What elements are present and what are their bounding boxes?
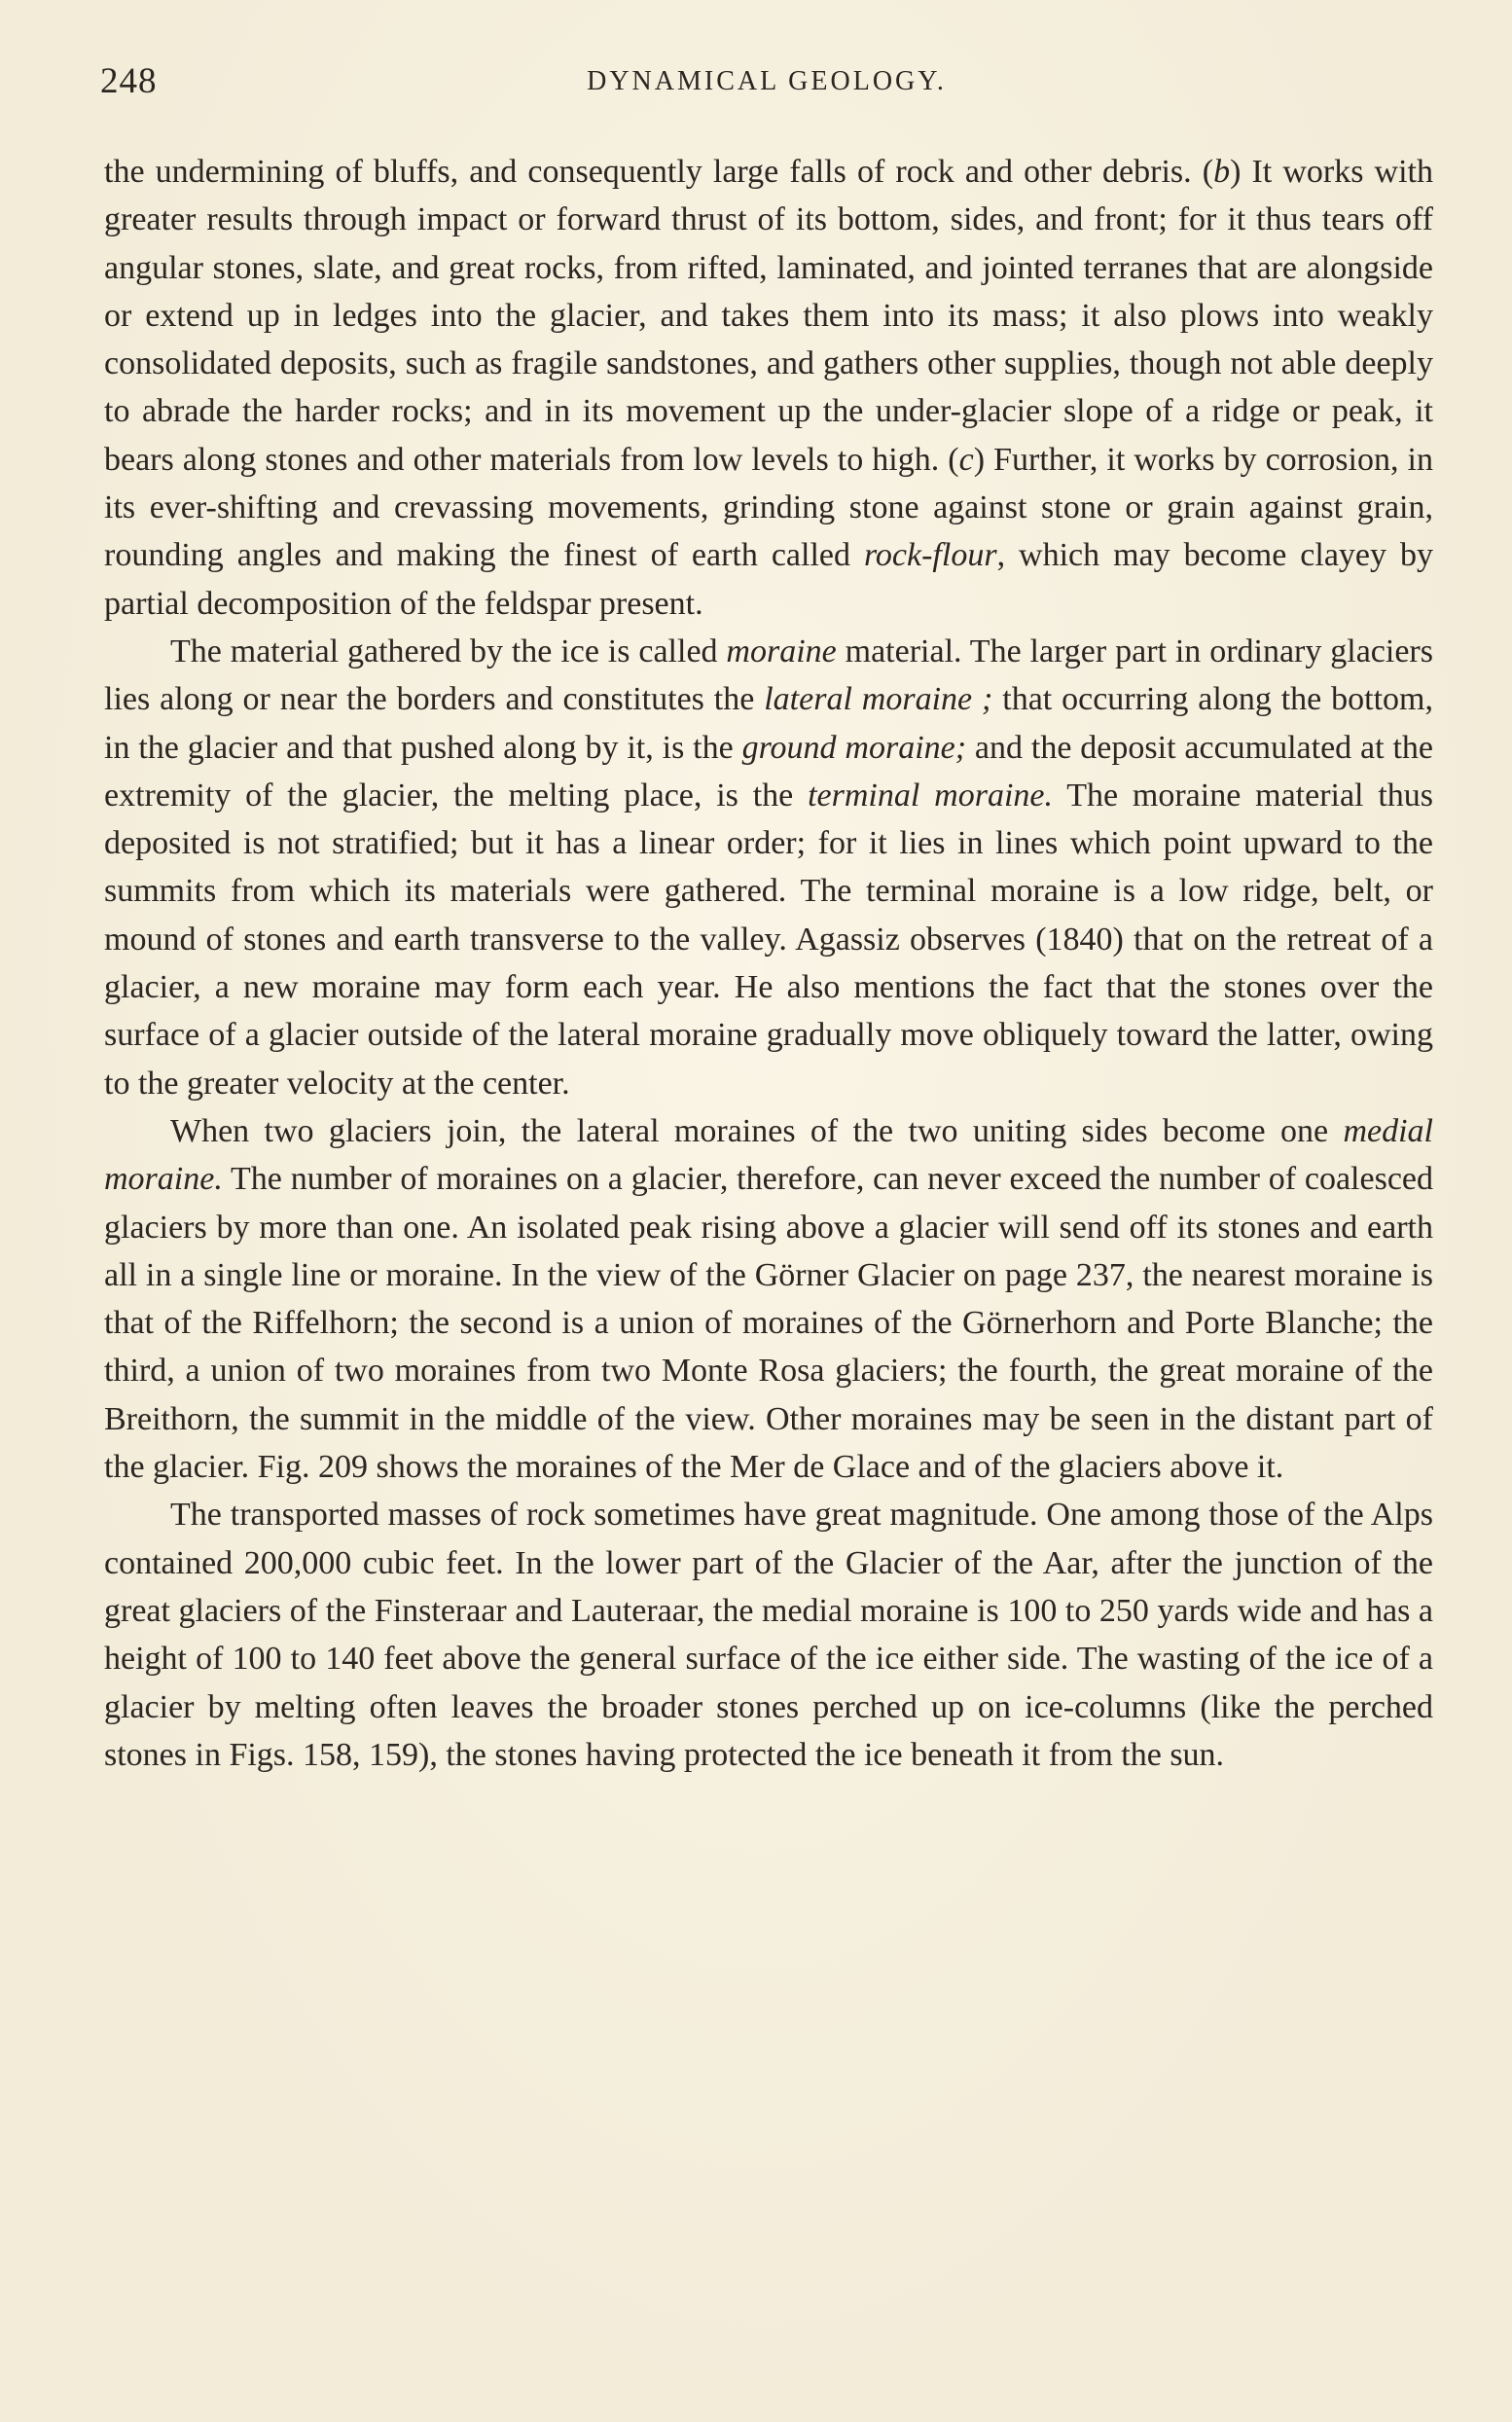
italic-term: medial moraine.	[104, 1112, 1433, 1198]
paragraph	[104, 1491, 1433, 1779]
page-number: 248	[100, 61, 158, 101]
text-run: , which may become clayey by partial decomposition of the feldspar present.	[104, 537, 1433, 622]
italic-term: rock-flour	[863, 537, 997, 574]
running-head: DYNAMICAL GEOLOGY.	[587, 66, 947, 96]
text-run: The number of moraines on a glacier, therefore, can never exceed the number of coalesced glaciers by more than one. An isolated peak rising above a glacier will send off its stones and earth all in a single line or moraine. In the view of the Görner Glacier on page 237, the nearest moraine is that of the Riffelhorn; the second is a union of moraines of the Görnerhorn and Porte Blanche; the third, a union of two moraines from two Monte Rosa glaciers; the fourth, the great moraine of the Breithorn, the summit in the middle of the view. Other moraines may be seen in the distant part of the glacier. Fig. 209 shows the moraines of the Mer de Glace and of the glaciers above it.	[104, 1161, 1433, 1486]
italic-term: lateral moraine ;	[764, 681, 993, 718]
page-header	[100, 60, 1433, 119]
body-text	[104, 148, 1433, 1779]
text-run: the undermining of bluffs, and consequently large falls of rock and other debris. (	[104, 154, 1214, 190]
text-run: ) Further, it works by corrosion, in its ever-shifting and crevassing movements, grinding stone against stone or grain against grain, rounding angles and making the finest of earth called	[104, 441, 1433, 574]
italic-term: c	[958, 441, 974, 478]
text-run: ) It works with greater results through impact or forward thrust of its bottom, sides, and front; for it thus tears off angular stones, slate, and great rocks, from rifted, laminated, and jointed terranes that are alongside or extend up in ledges into the glacier, and takes them into its mass; it also plows into weakly consolidated deposits, such as fragile sandstones, and gathers other supplies, though not able deeply to abrade the harder rocks; and in its movement up the under-glacier slope of a ridge or peak, it bears along stones and other materials from low levels to high. (	[104, 154, 1433, 478]
text-run: The moraine material thus deposited is not stratified; but it has a linear order; for it lies in lines which point upward to the summits from which its materials were gathered. The terminal moraine is a low ridge, belt, or mound of stones and earth transverse to the valley. Agassiz observes (1840) that on the retreat of a glacier, a new moraine may form each year. He also mentions the fact that the stones over the surface of a glacier outside of the lateral moraine gradually move obliquely toward the latter, owing to the greater velocity at the center.	[104, 777, 1434, 1102]
text-run: The material gathered by the ice is called	[170, 633, 727, 669]
italic-term: moraine	[726, 633, 837, 669]
italic-term: ground moraine;	[741, 729, 967, 766]
paragraph	[104, 628, 1433, 1107]
text-run: material. The larger part in ordinary glaciers lies along or near the borders and constitutes the	[104, 633, 1433, 718]
text-run: and the deposit accumulated at the extremity of the glacier, the melting place, is the	[104, 729, 1433, 813]
text-run: The transported masses of rock sometimes have great magnitude. One among those of the Alps contained 200,000 cubic feet. In the lower part of the Glacier of the Aar, after the junction of the great glaciers of the Finsteraar and Lauteraar, the medial moraine is 100 to 250 yards wide and has a height of 100 to 140 feet above the general surface of the ice either side. The wasting of the ice of a glacier by melting often leaves the broader stones perched up on ice-columns (like the perched stones in Figs. 158, 159), the stones having protected the ice beneath it from the sun.	[104, 1497, 1433, 1773]
text-run: When two glaciers join, the lateral moraines of the two uniting sides become one	[170, 1112, 1344, 1149]
italic-term: b	[1213, 154, 1231, 190]
paragraph	[104, 1107, 1433, 1491]
italic-term: terminal moraine.	[808, 777, 1053, 813]
paragraph	[104, 148, 1433, 628]
text-run: that occurring along the bottom, in the glacier and that pushed along by it, is the	[104, 681, 1434, 766]
